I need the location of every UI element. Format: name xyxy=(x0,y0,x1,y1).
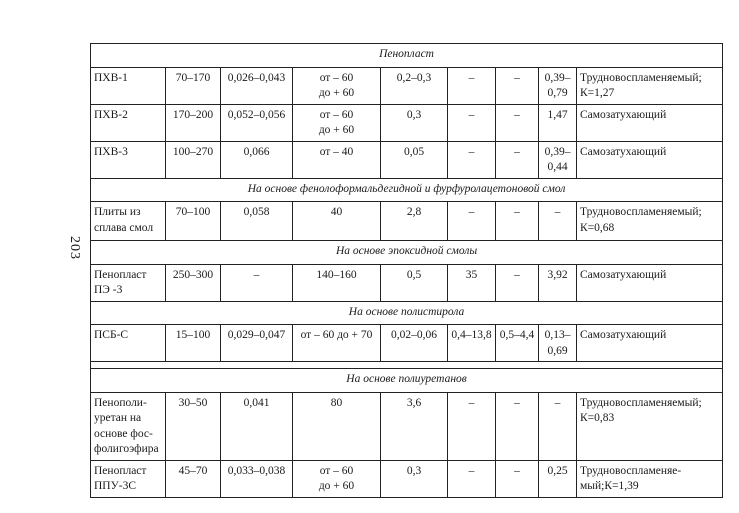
value-cell: – xyxy=(496,202,539,241)
temperature-cell: от – 60 до + 60 xyxy=(293,67,381,104)
density-cell: 30–50 xyxy=(166,392,221,460)
table-row xyxy=(91,460,723,497)
material-name: Пенопласт ПЭ -3 xyxy=(91,264,166,301)
density-cell: 70–170 xyxy=(166,67,221,104)
density-cell: 170–200 xyxy=(166,104,221,141)
value-cell: 0,05 xyxy=(381,141,448,178)
material-name: ПХВ-2 xyxy=(91,104,166,141)
section-row xyxy=(91,44,723,68)
temperature-cell: от – 60 до + 60 xyxy=(293,104,381,141)
flammability-cell: Самозатухающий xyxy=(577,104,723,141)
value-cell: 0,39– 0,44 xyxy=(539,141,577,178)
value-cell: 0,2–0,3 xyxy=(381,67,448,104)
value-cell: – xyxy=(448,392,496,460)
value-cell: 3,6 xyxy=(381,392,448,460)
section-row xyxy=(91,178,723,202)
temperature-cell: 40 xyxy=(293,202,381,241)
value-cell: – xyxy=(496,104,539,141)
density-cell: 15–100 xyxy=(166,325,221,362)
value-cell: 0,39– 0,79 xyxy=(539,67,577,104)
value-cell: 3,92 xyxy=(539,264,577,301)
value-cell: 0,5 xyxy=(381,264,448,301)
temperature-cell: от – 60 до + 70 xyxy=(293,325,381,362)
density-cell: 250–300 xyxy=(166,264,221,301)
section-row xyxy=(91,369,723,393)
table-row xyxy=(91,392,723,460)
material-name: Плиты из сплава смол xyxy=(91,202,166,241)
conductivity-cell: 0,066 xyxy=(221,141,293,178)
value-cell: 0,02–0,06 xyxy=(381,325,448,362)
section-row xyxy=(91,301,723,325)
material-name: ПХВ-3 xyxy=(91,141,166,178)
value-cell: 35 xyxy=(448,264,496,301)
value-cell: 0,4–13,8 xyxy=(448,325,496,362)
material-name: ПХВ-1 xyxy=(91,67,166,104)
value-cell: – xyxy=(448,141,496,178)
value-cell: – xyxy=(496,460,539,497)
flammability-cell: Трудновоспламеняемый; К=0,68 xyxy=(577,202,723,241)
table-row xyxy=(91,104,723,141)
material-name: ПСБ-С xyxy=(91,325,166,362)
temperature-cell: от – 40 xyxy=(293,141,381,178)
page-number: 203 xyxy=(67,236,82,260)
conductivity-cell: 0,058 xyxy=(221,202,293,241)
value-cell: – xyxy=(496,392,539,460)
section-title-foam: Пенопласт xyxy=(91,44,723,68)
value-cell: – xyxy=(539,392,577,460)
value-cell: 0,5–4,4 xyxy=(496,325,539,362)
value-cell: 0,3 xyxy=(381,104,448,141)
value-cell: – xyxy=(448,67,496,104)
value-cell: – xyxy=(496,264,539,301)
table-row xyxy=(91,202,723,241)
value-cell: – xyxy=(496,141,539,178)
section-title-phenol: На основе фенолоформальдегидной и фурфуролацетоновой смол xyxy=(91,178,723,202)
table-row xyxy=(91,141,723,178)
value-cell: – xyxy=(539,202,577,241)
value-cell: 0,25 xyxy=(539,460,577,497)
conductivity-cell: – xyxy=(221,264,293,301)
value-cell: – xyxy=(496,67,539,104)
temperature-cell: от – 60 до + 60 xyxy=(293,460,381,497)
conductivity-cell: 0,033–0,038 xyxy=(221,460,293,497)
section-title-polystyrene: На основе полистирола xyxy=(91,301,723,325)
temperature-cell: 80 xyxy=(293,392,381,460)
conductivity-cell: 0,029–0,047 xyxy=(221,325,293,362)
section-title-epoxy: На основе эпоксидной смолы xyxy=(91,241,723,265)
temperature-cell: 140–160 xyxy=(293,264,381,301)
density-cell: 70–100 xyxy=(166,202,221,241)
value-cell: – xyxy=(448,202,496,241)
spacer-row xyxy=(91,362,723,369)
table-row xyxy=(91,264,723,301)
flammability-cell: Трудновоспламеняемый; К=0,83 xyxy=(577,392,723,460)
flammability-cell: Самозатухающий xyxy=(577,264,723,301)
spacer-cell xyxy=(91,362,723,369)
value-cell: 0,3 xyxy=(381,460,448,497)
value-cell: 2,8 xyxy=(381,202,448,241)
section-title-polyurethane: На основе полиуретанов xyxy=(91,369,723,393)
table-row xyxy=(91,325,723,362)
conductivity-cell: 0,052–0,056 xyxy=(221,104,293,141)
flammability-cell: Самозатухающий xyxy=(577,141,723,178)
conductivity-cell: 0,026–0,043 xyxy=(221,67,293,104)
value-cell: – xyxy=(448,460,496,497)
flammability-cell: Самозатухающий xyxy=(577,325,723,362)
flammability-cell: Трудновоспламеняе- мый;К=1,39 xyxy=(577,460,723,497)
density-cell: 100–270 xyxy=(166,141,221,178)
conductivity-cell: 0,041 xyxy=(221,392,293,460)
materials-table xyxy=(90,43,723,498)
material-name: Пенопласт ППУ-3С xyxy=(91,460,166,497)
flammability-cell: Трудновоспламеняемый; К=1,27 xyxy=(577,67,723,104)
value-cell: 1,47 xyxy=(539,104,577,141)
material-name: Пенополи- уретан на основе фос- фолигоэфира xyxy=(91,392,166,460)
value-cell: – xyxy=(448,104,496,141)
value-cell: 0,13– 0,69 xyxy=(539,325,577,362)
density-cell: 45–70 xyxy=(166,460,221,497)
table-row xyxy=(91,67,723,104)
section-row xyxy=(91,241,723,265)
